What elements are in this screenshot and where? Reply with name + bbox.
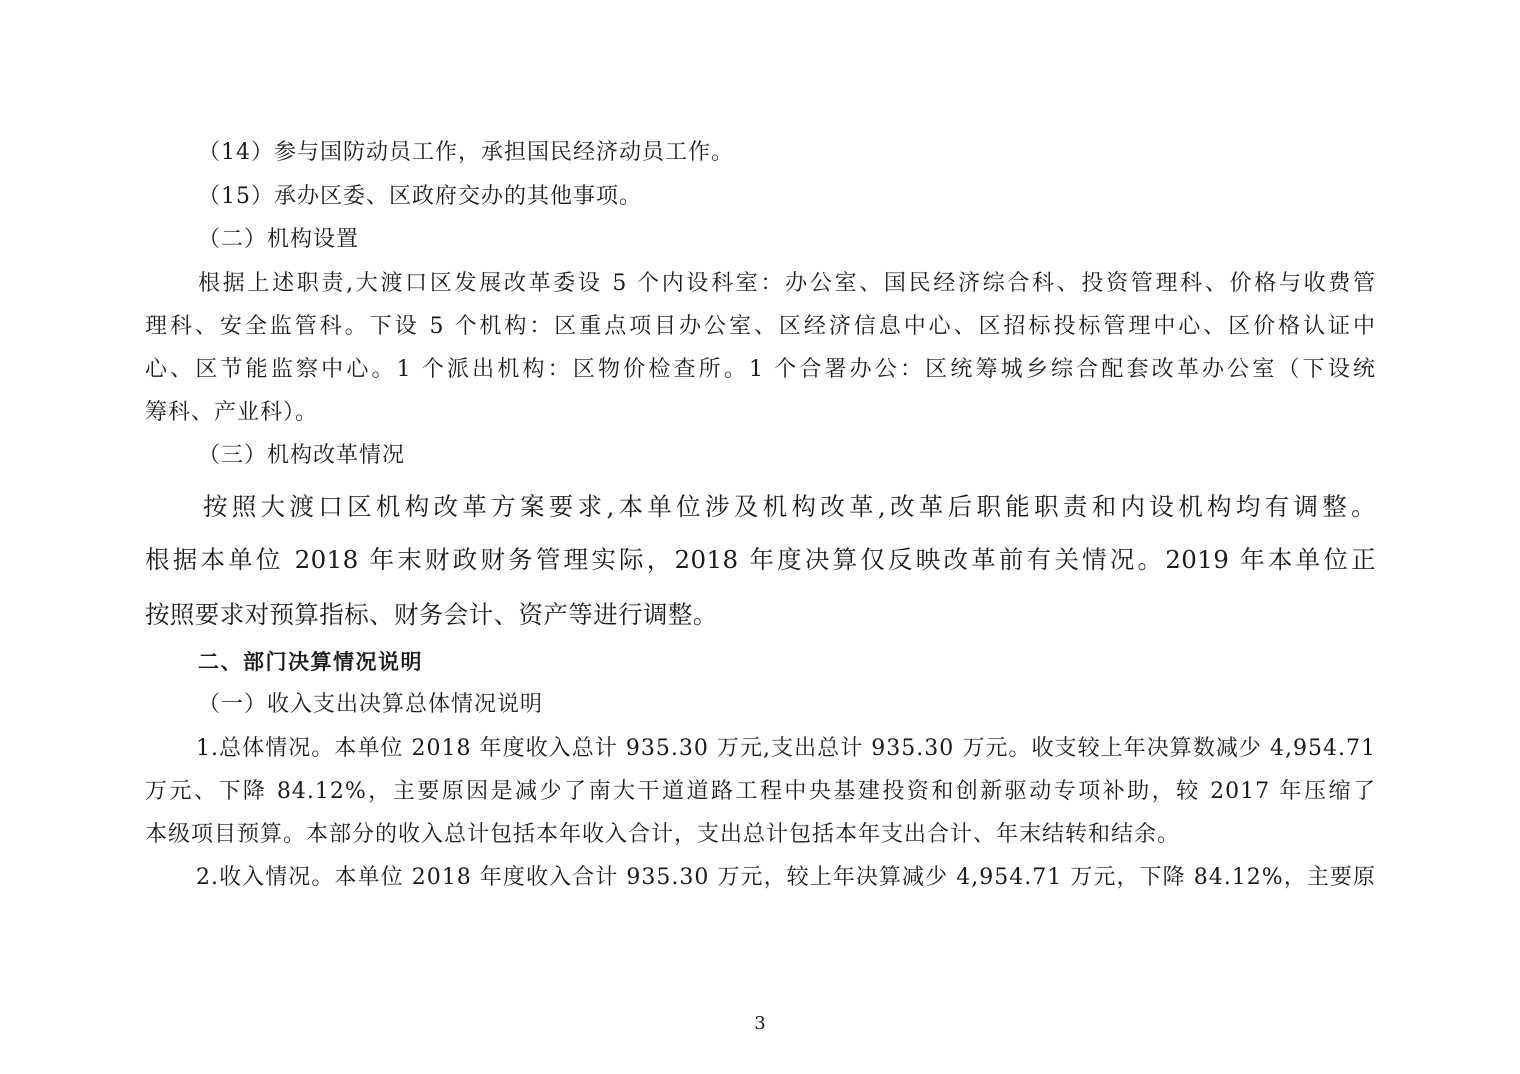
overall-text-line-2: 万元、下降 84.12%，主要原因是减少了南大干道道路工程中央基建投资和创新驱动专项补助，较 2017 年压缩了 (145, 779, 1376, 804)
section-heading-reform: （三）机构改革情况 (198, 443, 406, 468)
income-text-line-1: 2.收入情况。本单位 2018 年度收入合计 935.30 万元，较上年决算减少 4,954.71 万元，下降 84.12%，主要原 (196, 865, 1376, 890)
overall-text-line-3: 本级项目预算。本部分的收入总计包括本年收入合计，支出总计包括本年支出合计、年末结转和结余。 (145, 822, 1181, 847)
reform-text-line-3: 按照要求对预算指标、财务会计、资产等进行调整。 (145, 600, 718, 629)
main-heading-final-accounts: 二、部门决算情况说明 (198, 650, 423, 674)
reform-text-line-2: 根据本单位 2018 年末财政财务管理实际，2018 年度决算仅反映改革前有关情况。2019 年本单位正 (145, 545, 1376, 574)
paragraph-item-14: （14）参与国防动员工作，承担国民经济动员工作。 (198, 140, 734, 165)
org-setup-text-line-1: 根据上述职责,大渡口区发展改革委设 5 个内设科室：办公室、国民经济综合科、投资管理科、价格与收费管 (198, 271, 1376, 296)
section-heading-income-expense: （一）收入支出决算总体情况说明 (198, 692, 544, 717)
org-setup-text-line-2: 理科、安全监管科。下设 5 个机构：区重点项目办公室、区经济信息中心、区招标投标管理中心、区价格认证中 (145, 314, 1376, 339)
org-setup-text-line-3: 心、区节能监察中心。1 个派出机构：区物价检查所。1 个合署办公：区统筹城乡综合配套改革办公室（下设统 (145, 357, 1376, 382)
paragraph-item-15: （15）承办区委、区政府交办的其他事项。 (198, 184, 642, 209)
page-number: 3 (754, 1013, 766, 1034)
section-heading-org-setup: （二）机构设置 (198, 227, 360, 252)
overall-text-line-1: 1.总体情况。本单位 2018 年度收入总计 935.30 万元,支出总计 935.30 万元。收支较上年决算数减少 4,954.71 (196, 736, 1376, 761)
reform-text-line-1: 按照大渡口区机构改革方案要求,本单位涉及机构改革,改革后职能职责和内设机构均有调整。 (203, 492, 1376, 521)
org-setup-text-line-4: 筹科、产业科）。 (145, 400, 319, 425)
